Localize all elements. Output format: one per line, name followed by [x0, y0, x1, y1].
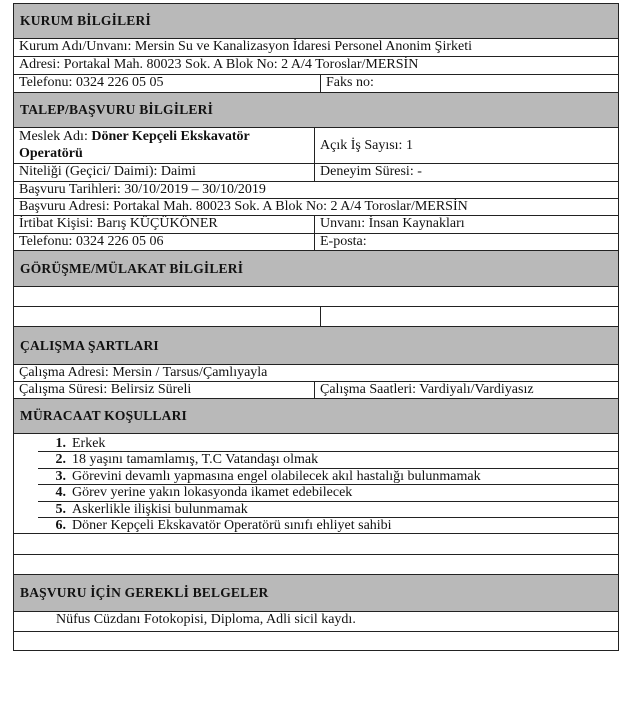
section-title: BAŞVURU İÇİN GEREKLİ BELGELER — [20, 585, 269, 601]
interview-cell — [14, 287, 618, 306]
documents-row — [13, 611, 619, 631]
job-nature: Niteliği (Geçici/ Daimi): Daimi — [19, 164, 196, 179]
contact-person: İrtibat Kişisi: Barış KÜÇÜKÖNER — [19, 216, 218, 231]
contact-email: E-posta: — [314, 234, 618, 250]
kurum-name-row — [13, 38, 619, 56]
section-title: ÇALIŞMA ŞARTLARI — [20, 337, 159, 353]
occupation-cell — [14, 128, 314, 163]
item-text: Erkek — [72, 436, 106, 451]
item-text: Döner Kepçeli Ekskavatör Operatörü sınıfı ehliyet sahibi — [72, 518, 392, 534]
section-title: TALEP/BAŞVURU BİLGİLERİ — [20, 102, 214, 117]
kurum-address-row — [13, 56, 619, 74]
section-heading-kurum — [13, 3, 619, 38]
list-item — [38, 485, 618, 501]
interview-cell — [14, 307, 320, 326]
item-number: 3. — [55, 468, 66, 484]
item-number: 1. — [55, 436, 66, 451]
occupation-row — [13, 127, 619, 163]
list-item — [38, 436, 618, 452]
list-item — [38, 469, 618, 485]
interview-row-2 — [13, 306, 619, 326]
section-title: KURUM BİLGİLERİ — [20, 13, 151, 28]
work-address: Çalışma Adresi: Mersin / Tarsus/Çamlıyayla — [19, 365, 268, 380]
contact-phone-row — [13, 233, 619, 250]
list-item — [38, 502, 618, 518]
kurum-phone-row — [13, 74, 619, 92]
kurum-name: Kurum Adı/Unvanı: Mersin Su ve Kanalizasyon İdaresi Personel Anonim Şirketi — [19, 39, 472, 54]
kurum-phone: Telefonu: 0324 226 05 05 — [19, 75, 164, 90]
contact-title: Unvanı: İnsan Kaynakları — [314, 216, 618, 233]
kurum-address: Adresi: Portakal Mah. 80023 Sok. A Blok No: 2 A/4 Toroslar/MERSİN — [19, 57, 419, 72]
item-text: Görev yerine yakın lokasyonda ikamet edebilecek — [72, 485, 353, 501]
blank-cell — [14, 632, 618, 650]
list-item — [38, 518, 618, 533]
kurum-fax: Faks no: — [320, 75, 618, 92]
interview-row-1 — [13, 286, 619, 306]
dates-row — [13, 181, 619, 198]
application-address-row — [13, 198, 619, 215]
blank-row — [13, 533, 619, 554]
item-number: 6. — [55, 518, 66, 534]
section-heading-belgeler — [13, 574, 619, 611]
contact-row — [13, 215, 619, 233]
work-hours: Çalışma Saatleri: Vardiyalı/Vardiyasız — [314, 382, 618, 398]
item-number: 4. — [55, 485, 66, 501]
nature-row — [13, 163, 619, 181]
open-positions: Açık İş Sayısı: 1 — [314, 128, 618, 163]
application-dates: Başvuru Tarihleri: 30/10/2019 – 30/10/2019 — [19, 182, 266, 197]
interview-cell — [320, 307, 618, 326]
occupation-label: Meslek Adı: — [19, 129, 92, 144]
blank-cell — [14, 534, 618, 554]
item-text: Askerlikle ilişkisi bulunmamak — [72, 501, 248, 517]
work-duration-row — [13, 381, 619, 398]
item-text: Görevini devamlı yapmasına engel olabilecek akıl hastalığı bulunmamak — [72, 468, 481, 484]
experience: Deneyim Süresi: - — [314, 164, 618, 181]
item-number: 2. — [55, 452, 66, 468]
blank-row — [13, 631, 619, 651]
requirements-list — [13, 433, 619, 533]
section-heading-gorusme — [13, 250, 619, 286]
required-documents: Nüfus Cüzdanı Fotokopisi, Diploma, Adli sicil kaydı. — [56, 612, 356, 628]
occupation-value: Döner Kepçeli Ekskavatör Operatörü — [19, 129, 250, 161]
job-posting-form — [13, 3, 619, 651]
section-title: GÖRÜŞME/MÜLAKAT BİLGİLERİ — [20, 260, 244, 276]
item-number: 5. — [55, 501, 66, 517]
blank-row — [13, 554, 619, 574]
section-heading-talep — [13, 92, 619, 127]
work-duration: Çalışma Süresi: Belirsiz Süreli — [19, 382, 192, 397]
item-text: 18 yaşını tamamlamış, T.C Vatandaşı olmak — [72, 452, 319, 468]
section-heading-calisma — [13, 326, 619, 364]
work-address-row — [13, 364, 619, 381]
application-address: Başvuru Adresi: Portakal Mah. 80023 Sok. A Blok No: 2 A/4 Toroslar/MERSİN — [19, 199, 468, 214]
contact-phone: Telefonu: 0324 226 05 06 — [19, 234, 164, 249]
list-item — [38, 452, 618, 468]
section-title: MÜRACAAT KOŞULLARI — [20, 408, 187, 423]
section-heading-muracaat — [13, 398, 619, 433]
blank-cell — [14, 555, 618, 574]
